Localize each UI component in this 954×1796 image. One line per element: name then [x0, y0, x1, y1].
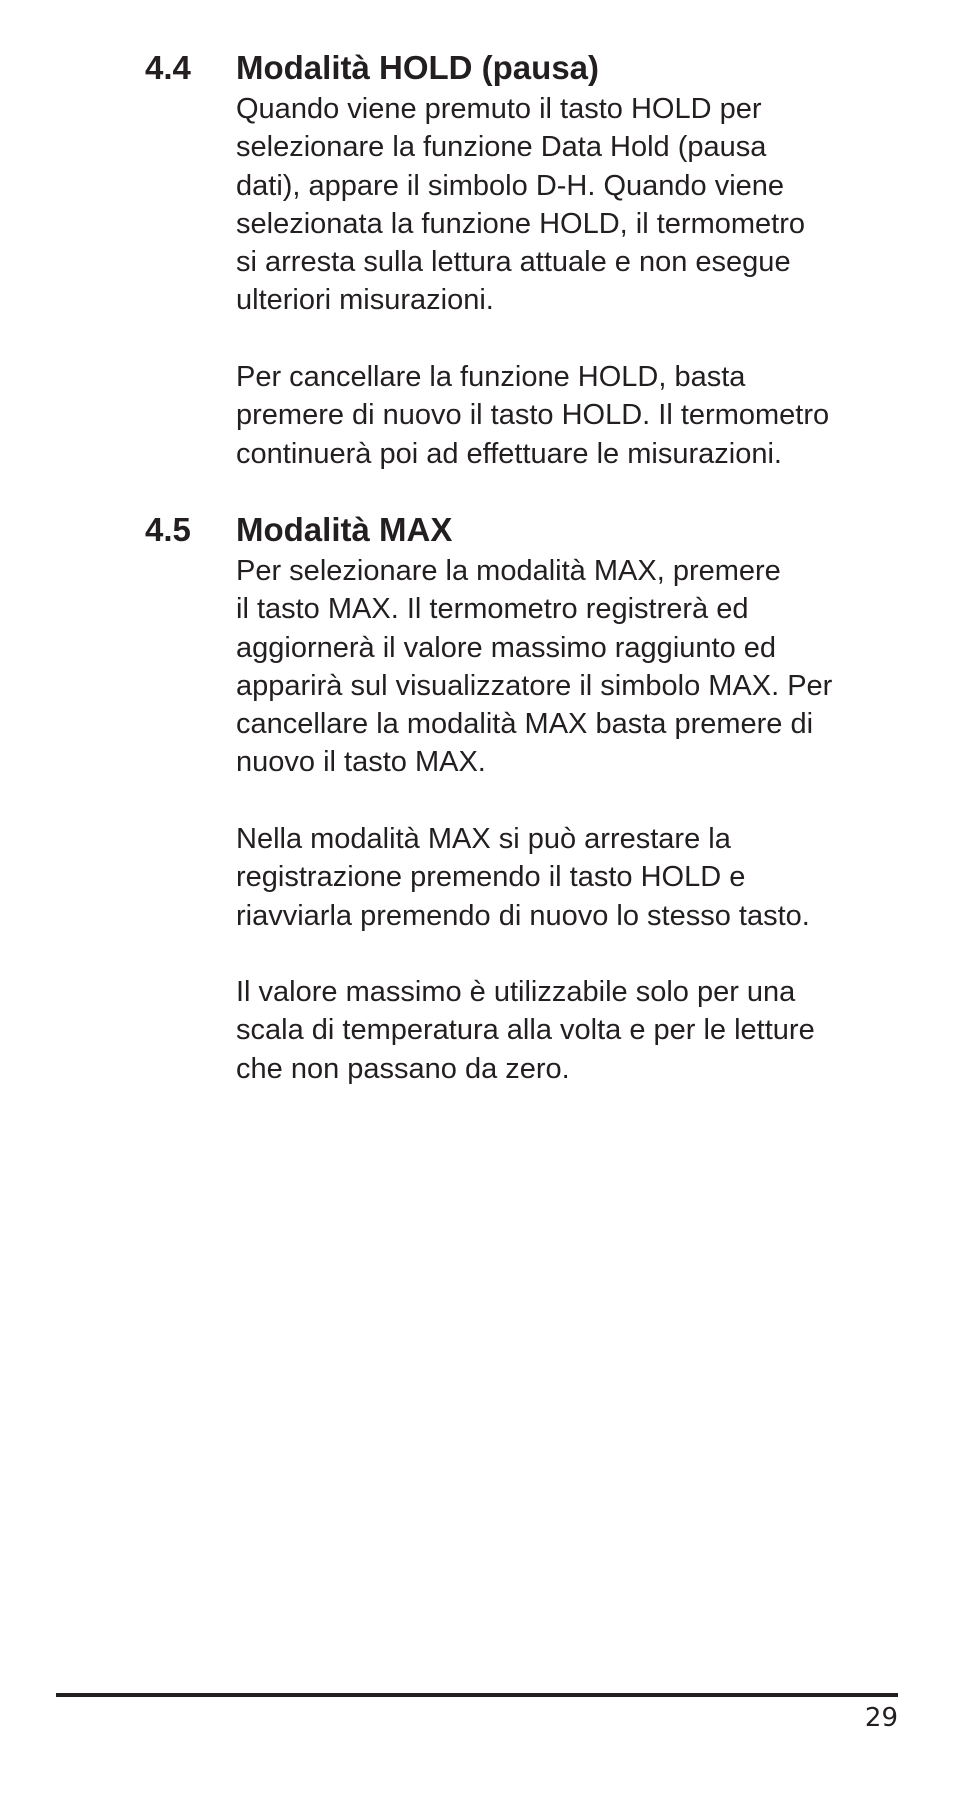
text-line: il tasto MAX. Il termometro registrerà ed: [236, 593, 749, 626]
text-line: Per selezionare la modalità MAX, premere: [236, 555, 781, 587]
text-line: Il valore massimo è utilizzabile solo per una: [236, 976, 796, 1008]
section-title: Modalità MAX: [236, 511, 453, 548]
text-line: si arresta sulla lettura attuale e non esegue: [236, 246, 791, 279]
paragraph: [236, 552, 896, 782]
text-line: registrazione premendo il tasto HOLD e: [236, 861, 746, 894]
text-line: ulteriori misurazioni.: [236, 284, 494, 317]
text-line: dati), appare il simbolo D-H. Quando viene: [236, 169, 785, 202]
section-number: 4.4: [145, 49, 191, 86]
text-line: Per cancellare la funzione HOLD, basta: [236, 361, 746, 393]
section-number: 4.5: [145, 511, 191, 548]
text-line: che non passano da zero.: [236, 1052, 570, 1085]
footer-divider: [56, 1693, 898, 1697]
paragraph: [236, 973, 896, 1088]
paragraph: [236, 90, 896, 320]
text-line: Nella modalità MAX si può arrestare la: [236, 823, 731, 855]
section-title: Modalità HOLD (pausa): [236, 49, 600, 86]
text-line: apparirà sul visualizzatore il simbolo MAX. Per: [236, 669, 833, 702]
text-line: scala di temperatura alla volta e per le letture: [236, 1014, 815, 1047]
page-number: 29: [864, 1703, 898, 1733]
text-line: selezionata la funzione HOLD, il termometro: [236, 207, 805, 240]
text-line: continuerà poi ad effettuare le misurazioni.: [236, 437, 782, 470]
text-line: premere di nuovo il tasto HOLD. Il termometro: [236, 399, 830, 432]
paragraph: [236, 358, 896, 473]
text-line: cancellare la modalità MAX basta premere di: [236, 708, 814, 741]
text-line: Quando viene premuto il tasto HOLD per: [236, 93, 762, 125]
text-line: selezionare la funzione Data Hold (pausa: [236, 131, 767, 164]
text-line: aggiornerà il valore massimo raggiunto ed: [236, 631, 777, 664]
paragraph: [236, 820, 896, 935]
text-line: riavviarla premendo di nuovo lo stesso tasto.: [236, 899, 810, 932]
text-line: nuovo il tasto MAX.: [236, 746, 486, 779]
